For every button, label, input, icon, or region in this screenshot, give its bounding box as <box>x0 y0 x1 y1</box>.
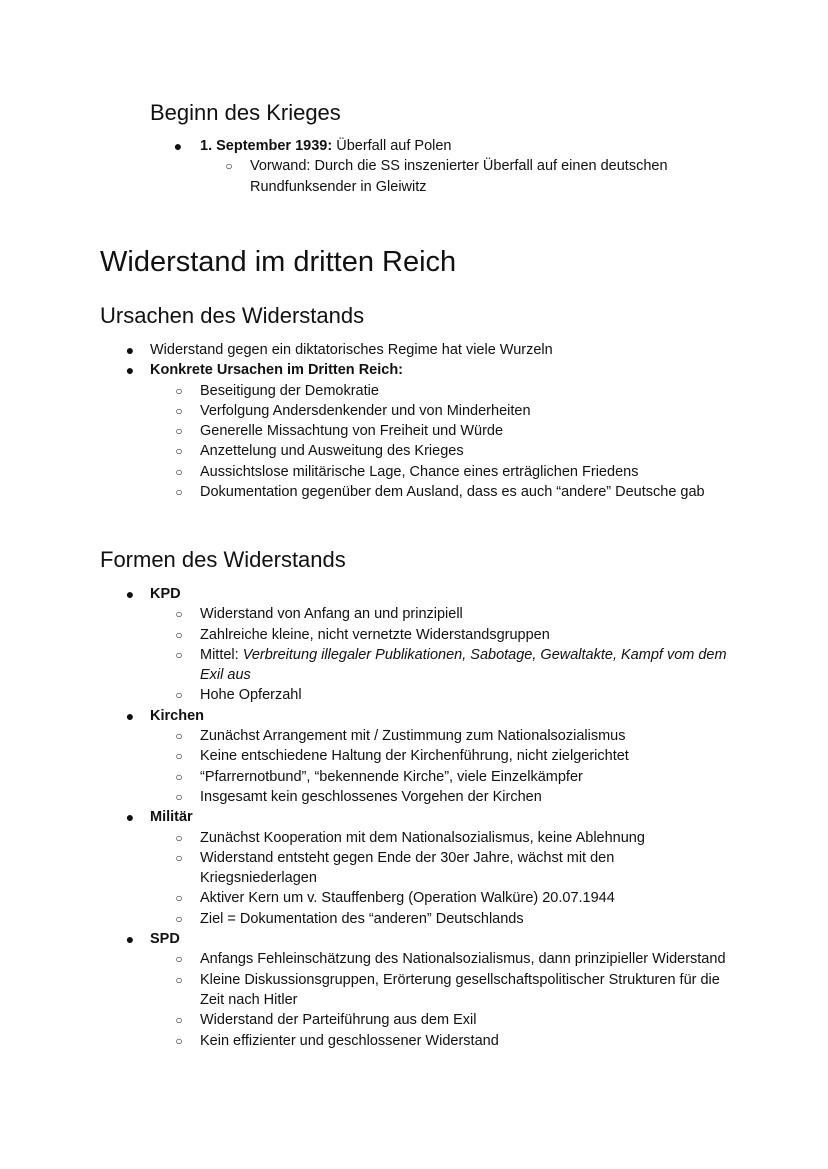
list-subitem: ○ Widerstand der Parteiführung aus dem Exil <box>0 1010 828 1030</box>
bullet-disc-icon: ● <box>125 586 135 602</box>
heading-beginn-des-krieges: Beginn des Krieges <box>150 100 341 125</box>
bullet-circle-icon: ○ <box>175 1013 183 1028</box>
event-text: Überfall auf Polen <box>332 138 452 154</box>
list-subitem: ○ Hohe Opferzahl <box>0 685 828 705</box>
list-subitem: ○ Aktiver Kern um v. Stauffenberg (Operation Walküre) 20.07.1944 <box>0 888 828 908</box>
list-item: ● Widerstand gegen ein diktatorisches Regime hat viele Wurzeln <box>0 340 828 360</box>
list-subitem: ○ Keine entschiedene Haltung der Kirchenführung, nicht zielgerichtet <box>0 746 828 766</box>
list-subitem: ○ Anfangs Fehleinschätzung des Nationalsozialismus, dann prinzipieller Widerstand <box>0 949 828 969</box>
heading-formen: Formen des Widerstands <box>100 547 346 572</box>
bullet-circle-icon: ○ <box>175 749 183 764</box>
list-item-militaer: ● Militär <box>0 807 828 827</box>
war-list <box>0 136 828 197</box>
page-title: Widerstand im dritten Reich <box>100 246 457 278</box>
list-subitem: ○ Insgesamt kein geschlossenes Vorgehen der Kirchen <box>0 787 828 807</box>
list-subitem: ○ Zunächst Kooperation mit dem Nationalsozialismus, keine Ablehnung <box>0 828 828 848</box>
list-subitem: ○ Kein effizienter und geschlossener Widerstand <box>0 1031 828 1051</box>
list-item: ● Konkrete Ursachen im Dritten Reich: <box>0 360 828 380</box>
list-item-spd: ● SPD <box>0 929 828 949</box>
list-subitem: ○ Anzettelung und Ausweitung des Krieges <box>0 441 828 461</box>
list-subitem: ○ Zunächst Arrangement mit / Zustimmung zum Nationalsozialismus <box>0 726 828 746</box>
bullet-circle-icon: ○ <box>175 952 183 967</box>
list-subitem: ○ Generelle Missachtung von Freiheit und Würde <box>0 421 828 441</box>
list-subitem: ○ Beseitigung der Demokratie <box>0 381 828 401</box>
bullet-circle-icon: ○ <box>225 159 233 174</box>
bullet-circle-icon: ○ <box>175 647 183 662</box>
bullet-circle-icon: ○ <box>175 607 183 622</box>
bullet-disc-icon: ● <box>125 362 135 379</box>
bullet-circle-icon: ○ <box>175 789 183 804</box>
bullet-circle-icon: ○ <box>175 688 183 703</box>
bullet-circle-icon: ○ <box>175 911 183 926</box>
bullet-circle-icon: ○ <box>175 972 183 987</box>
list-subitem: ○ “Pfarrernotbund”, “bekennende Kirche”, viele Einzelkämpfer <box>0 767 828 787</box>
bullet-circle-icon: ○ <box>175 383 183 398</box>
bullet-disc-icon: ● <box>173 138 183 154</box>
list-subitem: ○ Mittel: Verbreitung illegaler Publikationen, Sabotage, Gewaltakte, Kampf vom dem Exil aus <box>0 645 828 686</box>
bullet-disc-icon: ● <box>125 342 135 358</box>
list-subitem: ○ Ziel = Dokumentation des “anderen” Deutschlands <box>0 909 828 929</box>
causes-list <box>0 340 828 502</box>
bullet-circle-icon: ○ <box>175 891 183 906</box>
forms-list <box>0 584 828 1051</box>
bullet-circle-icon: ○ <box>175 464 183 479</box>
list-subitem: ○ Widerstand entsteht gegen Ende der 30er Jahre, wächst mit den Kriegsniederlagen <box>0 848 828 889</box>
list-item <box>0 136 828 156</box>
bullet-disc-icon: ● <box>125 707 135 724</box>
bullet-circle-icon: ○ <box>175 627 183 642</box>
bullet-circle-icon: ○ <box>175 850 183 865</box>
bullet-circle-icon: ○ <box>175 424 183 439</box>
list-subitem: ○ Verfolgung Andersdenkender und von Minderheiten <box>0 401 828 421</box>
bullet-circle-icon: ○ <box>175 729 183 744</box>
list-item-kirchen: ● Kirchen <box>0 706 828 726</box>
bullet-circle-icon: ○ <box>175 444 183 459</box>
bullet-circle-icon: ○ <box>175 1033 183 1048</box>
date-label: 1. September 1939: <box>200 138 333 154</box>
bullet-circle-icon: ○ <box>175 485 183 500</box>
bullet-disc-icon: ● <box>125 931 135 948</box>
bullet-disc-icon: ● <box>125 809 135 826</box>
heading-ursachen: Ursachen des Widerstands <box>100 303 365 328</box>
bullet-circle-icon: ○ <box>175 769 183 784</box>
list-subitem: ○ Kleine Diskussionsgruppen, Erörterung gesellschaftspolitischer Strukturen für die Zeit nach Hitler <box>0 970 828 1011</box>
list-item-kpd: ● KPD <box>0 584 828 604</box>
list-subitem: ○ Vorwand: Durch die SS inszenierter Überfall auf einen deutschen Rundfunksender in Gleiwitz <box>0 156 828 197</box>
list-subitem: ○ Widerstand von Anfang an und prinzipiell <box>0 604 828 624</box>
bullet-circle-icon: ○ <box>175 403 183 418</box>
list-subitem: ○ Zahlreiche kleine, nicht vernetzte Widerstandsgruppen <box>0 625 828 645</box>
list-subitem: ○ Dokumentation gegenüber dem Ausland, dass es auch “andere” Deutsche gab <box>0 482 828 502</box>
list-subitem: ○ Aussichtslose militärische Lage, Chance eines erträglichen Friedens <box>0 462 828 482</box>
bullet-circle-icon: ○ <box>175 830 183 845</box>
